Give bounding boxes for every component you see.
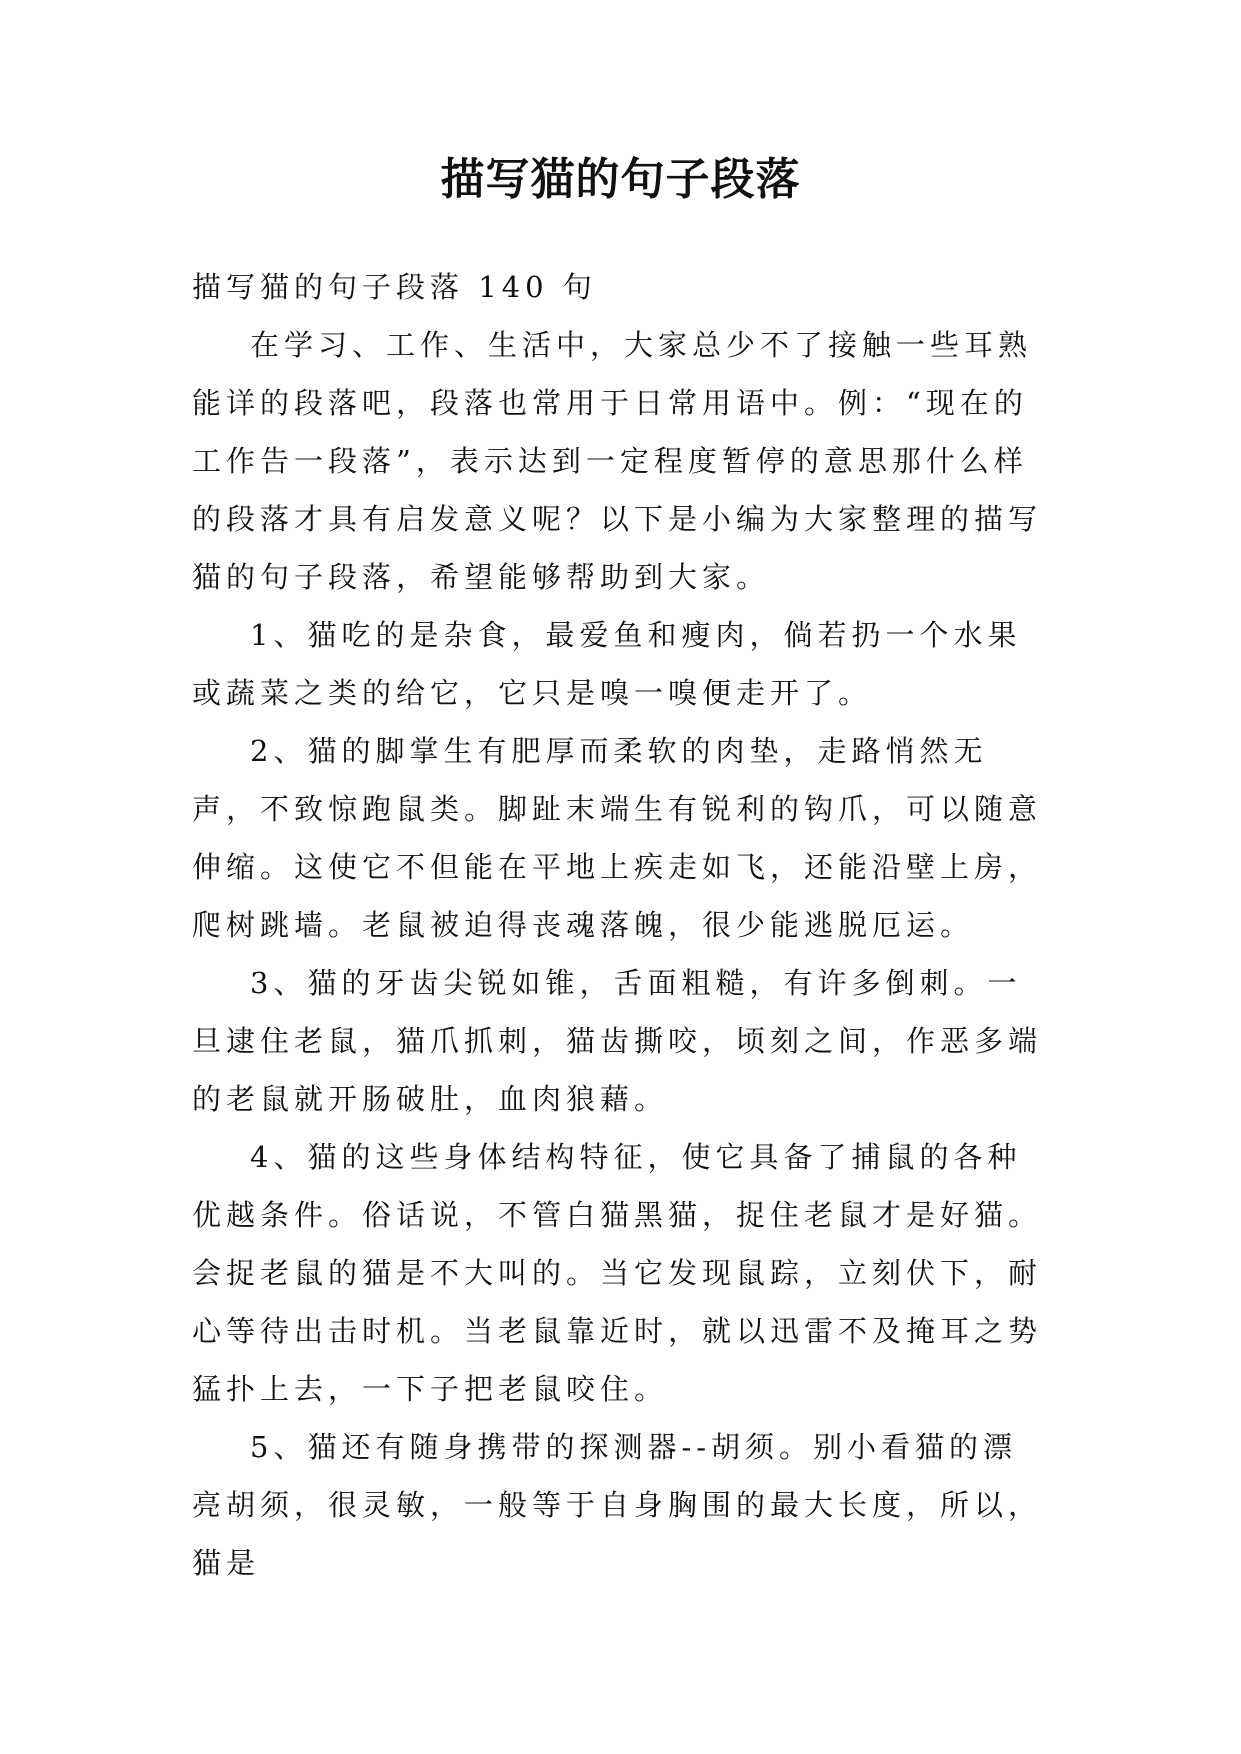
paragraph-intro: 在学习、工作、生活中，大家总少不了接触一些耳熟能详的段落吧，段落也常用于日常用语中。例：“现在的工作告一段落”，表示达到一定程度暂停的意思那什么样的段落才具有启发意义呢？以下是小编为大家整理的描写猫的句子段落，希望能够帮助到大家。	[192, 328, 1043, 594]
document-body	[192, 258, 1050, 1592]
paragraph-2: 2、猫的脚掌生有肥厚而柔软的肉垫，走路悄然无声，不致惊跑鼠类。脚趾末端生有锐利的钩爪，可以随意伸缩。这使它不但能在平地上疾走如飞，还能沿壁上房，爬树跳墙。老鼠被迫得丧魂落魄，很少能逃脱厄运。	[192, 734, 1043, 942]
document-subtitle: 描写猫的句子段落 140 句	[192, 270, 597, 304]
paragraph-5: 5、猫还有随身携带的探测器--胡须。别小看猫的漂亮胡须，很灵敏，一般等于自身胸围的最大长度，所以，猫是	[192, 1430, 1043, 1580]
paragraph-4: 4、猫的这些身体结构特征，使它具备了捕鼠的各种优越条件。俗话说，不管白猫黑猫，捉住老鼠才是好猫。会捉老鼠的猫是不大叫的。当它发现鼠踪，立刻伏下，耐心等待出击时机。当老鼠靠近时，就以迅雷不及掩耳之势猛扑上去，一下子把老鼠咬住。	[192, 1140, 1043, 1406]
paragraph-3: 3、猫的牙齿尖锐如锥，舌面粗糙，有许多倒刺。一旦逮住老鼠，猫爪抓刺，猫齿撕咬，顷刻之间，作恶多端的老鼠就开肠破肚，血肉狼藉。	[192, 966, 1043, 1116]
document-title: 描写猫的句子段落	[440, 154, 801, 205]
paragraph-1: 1、猫吃的是杂食，最爱鱼和瘦肉，倘若扔一个水果或蔬菜之类的给它，它只是嗅一嗅便走开了。	[192, 618, 1022, 710]
